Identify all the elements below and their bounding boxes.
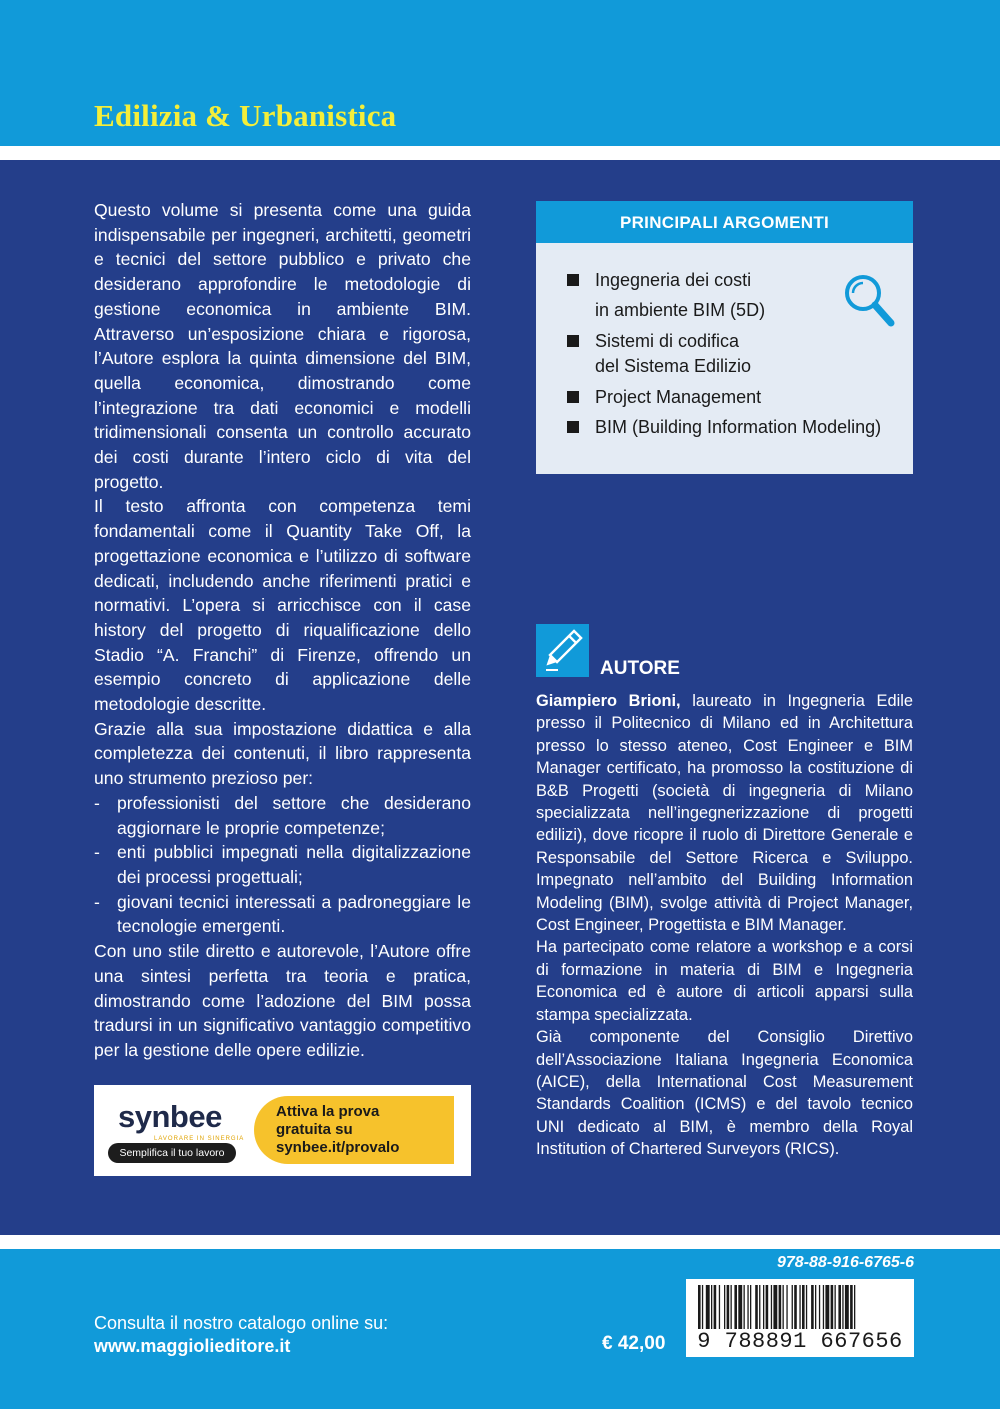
synbee-logo: synbee <box>118 1099 222 1134</box>
pen-icon <box>536 624 589 677</box>
topic-line: del Sistema Edilizio <box>595 356 752 376</box>
isbn: 978-88-916-6765-6 <box>777 1254 914 1271</box>
audience-item: - enti pubblici impegnati nella digitalizzazione dei processi progettuali; <box>94 842 471 887</box>
barcode <box>686 1279 914 1357</box>
series-title: Edilizia & Urbanistica <box>94 98 397 133</box>
topic-line: in ambiente BIM (5D) <box>595 300 766 320</box>
author-bio <box>536 690 913 1161</box>
synbee-tagline: LAVORARE IN SINERGIA <box>154 1136 245 1142</box>
audience-item-text: professionisti del settore che desiderano aggiornare le proprie competenze; <box>117 792 471 838</box>
author-bio-text: Ha partecipato come relatore a workshop e a corsi di formazione in materia di BIM e Ingegneria Economica ed è autore di articoli apparsi sulla stampa specializzata. <box>536 938 913 1024</box>
catalog-info <box>94 1312 388 1358</box>
square-bullet-icon <box>567 421 579 433</box>
audience-item-text: giovani tecnici interessati a padroneggiare le tecnologie emergenti. <box>117 891 471 937</box>
author-heading: AUTORE <box>600 658 680 679</box>
author-bio-text: laureato in Ingegneria Edile presso il Politecnico di Milano ed in Architettura presso lo stesso ateneo, Cost Engineer e BIM Manager certificato, ha promosso la costituzione di B&B Progetti (società di ingegneria di Milano specializzata nell’ingegnerizzazione di progetti edilizi), dove ricopre il ruolo di Direttore Generale e Responsabile del Settore Ricerca e Sviluppo. Impegnato nell’ambito del Building Information Modeling (BIM), svolge attività di Project Manager, Cost Engineer, Progettista e BIM Manager. <box>536 692 913 935</box>
audience-list <box>94 791 471 939</box>
price: € 42,00 <box>602 1333 666 1354</box>
author-name: Giampiero Brioni, <box>536 692 681 710</box>
catalog-url[interactable]: www.maggiolieditore.it <box>94 1336 291 1356</box>
topic-line: Ingegneria dei costi <box>595 270 752 290</box>
synbee-cta-line: gratuita su <box>276 1121 353 1138</box>
catalog-text: Consulta il nostro catalogo online su: <box>94 1313 389 1333</box>
audience-item: - giovani tecnici interessati a padroneggiare le tecnologie emergenti. <box>94 891 471 937</box>
barcode-digits: 9 788891 667656 <box>690 1329 910 1355</box>
synbee-ad[interactable] <box>94 1085 471 1176</box>
synbee-pill: Semplifica il tuo lavoro <box>108 1143 236 1163</box>
author-bio-text: Già componente del Consiglio Direttivo dell’Associazione Italiana Ingegneria Economica (AICE), della International Cost Measurement Standards Coalition (ICMS) e del tavolo tecnico UNI dedicato al BIM, è membro della Royal Institution of Chartered Surveyors (RICS). <box>536 1028 913 1159</box>
square-bullet-icon <box>567 274 579 286</box>
description-paragraph: Il testo affronta con competenza temi fondamentali come il Quantity Take Off, la progettazione economica e l’utilizzo di software dedicati, includendo anche riferimenti pratici e normativi. L’opera si arricchisce con il case history del progetto di riqualificazione dello Stadio “A. Franchi” di Firenze, offrendo un esempio concreto di applicazione delle metodologie descritte. <box>94 496 471 715</box>
topic-line: Project Management <box>595 387 762 407</box>
topic-line: Sistemi di codifica <box>595 331 740 351</box>
topics-heading: PRINCIPALI ARGOMENTI <box>536 201 913 243</box>
audience-item-text: enti pubblici impegnati nella digitalizzazione dei processi progettuali; <box>117 842 471 887</box>
topic-item <box>567 268 765 323</box>
square-bullet-icon <box>567 335 579 347</box>
audience-item: - professionisti del settore che desiderano aggiornare le proprie competenze; <box>94 792 471 838</box>
description-closing: Con uno stile diretto e autorevole, l’Autore offre una sintesi perfetta tra teoria e pratica, dimostrando come l’adozione del BIM possa tradursi in un significativo vantaggio competitivo per la gestione delle opere edilizie. <box>94 941 471 1060</box>
topic-item <box>567 415 881 440</box>
synbee-cta[interactable] <box>254 1096 454 1164</box>
synbee-cta-link[interactable]: synbee.it/provalo <box>276 1139 400 1156</box>
description-paragraph: Grazie alla sua impostazione didattica e alla completezza dei contenuti, il libro rappresenta uno strumento prezioso per: <box>94 718 471 789</box>
topic-line: BIM (Building Information Modeling) <box>595 417 882 437</box>
topic-item <box>567 329 751 379</box>
topic-item <box>567 385 761 410</box>
synbee-cta-line: Attiva la prova <box>276 1103 380 1120</box>
topics-box <box>536 201 913 474</box>
square-bullet-icon <box>567 391 579 403</box>
description-paragraph: Questo volume si presenta come una guida indispensabile per ingegneri, architetti, geometri e tecnici del settore pubblico e privato che desiderano approfondire le metodologie di gestione economica in ambiente BIM. Attraverso un’esposizione chiara e rigorosa, l’Autore esplora la quinta dimensione del BIM, quella economica, dimostrando come l’integrazione tra dati economici e modelli tridimensionali consenta un controllo accurato dei costi durante l’intero ciclo di vita del progetto. <box>94 200 471 492</box>
description <box>94 198 471 1063</box>
magnifier-icon <box>839 271 897 329</box>
